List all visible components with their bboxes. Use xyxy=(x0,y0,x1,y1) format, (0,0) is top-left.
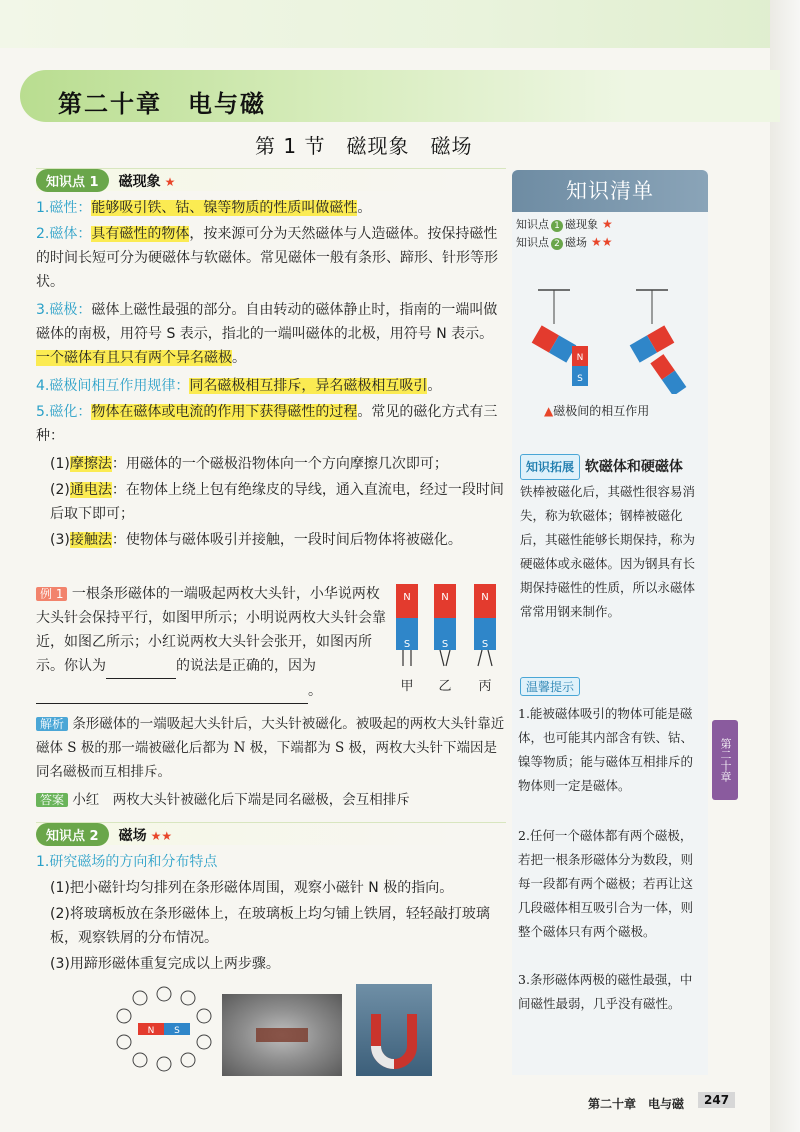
compass xyxy=(117,1035,131,1049)
highlight: 接触法 xyxy=(69,532,112,548)
compass-figure xyxy=(112,984,216,1074)
page-number: 247 xyxy=(698,1092,735,1108)
sidebar-item-star: ★★ xyxy=(591,235,613,249)
stand-left-s-label: S xyxy=(577,374,583,384)
kp1-star: ★ xyxy=(164,175,176,189)
highlight: 通电法 xyxy=(69,482,112,498)
magnet-a-n-label: N xyxy=(403,592,411,603)
magnet-c-s-label: S xyxy=(481,639,489,650)
fig-label-bing: 丙 xyxy=(478,679,492,694)
answer-blank-1 xyxy=(106,654,176,679)
pin xyxy=(488,650,492,666)
fig-label-yi: 乙 xyxy=(438,679,452,694)
example-tag: 例 1 xyxy=(36,587,67,601)
analysis-text: 条形磁体的一端吸起大头针后，大头针被磁化。被吸起的两枚大头针靠近磁体 S 极的那一端被磁化后都为 N 极，下端都为 S 极，两枚大头针下端因是同名磁极而互相排斥。 xyxy=(36,716,505,780)
method-2 xyxy=(50,478,506,526)
answer-blank-2 xyxy=(36,679,308,704)
example-text: 一根条形磁体的一端吸起两枚大头针，小华说两枚大头针会保持平行，如图甲所示；小明说两枚大头针会靠近，如图乙所示；小红说两枚大头针会张开，如图丙所示。你认为 xyxy=(36,586,386,674)
magnet-interaction-figure xyxy=(520,284,700,394)
method-text: ：使物体与磁体吸引并接触，一段时间后物体将被磁化。 xyxy=(111,532,462,548)
compass xyxy=(133,991,147,1005)
answer-text: 小红 两枚大头针被磁化后下端是同名磁极，会互相排斥 xyxy=(72,792,410,808)
page-edge xyxy=(770,0,800,1132)
caption-triangle-icon: ▲ xyxy=(544,404,554,418)
stand-left-n-label: N xyxy=(576,353,584,363)
hanging-magnet-left xyxy=(532,325,577,362)
point-text: 磁体上磁性最强的部分。自由转动的磁体静止时，指南的一端叫做磁体的南极，用符号 S 表示，指北的一端叫磁体的北极，用符号 N 表示。 xyxy=(36,302,498,342)
magnet-b-n-label: N xyxy=(441,592,449,603)
point-text: 。 xyxy=(427,378,442,394)
sidebar-item-num: 2 xyxy=(551,238,563,250)
point-2 xyxy=(36,222,506,294)
analysis xyxy=(36,712,506,784)
point-1 xyxy=(36,196,506,220)
method-3 xyxy=(50,528,506,552)
kp1-tag: 知识点 1 xyxy=(36,169,109,192)
pins-figure xyxy=(392,584,510,696)
kp2-name: 磁场 xyxy=(118,828,147,844)
field-step-2: (2)将玻璃板放在条形磁体上，在玻璃板上均匀铺上铁屑，轻轻敲打玻璃板，观察铁屑的分布情况。 xyxy=(50,906,490,946)
compass xyxy=(197,1035,211,1049)
point-num: 3.磁极： xyxy=(36,302,92,318)
highlight: 物体在磁体或电流的作用下获得磁性的过程 xyxy=(91,404,358,420)
tips-header xyxy=(520,676,580,696)
pin xyxy=(478,650,482,666)
kp1-name: 磁现象 xyxy=(118,174,161,190)
method-text: ：在物体上绕上包有绝缘皮的导线，通入直流电，经过一段时间后取下即可； xyxy=(50,482,504,522)
magnet-b-s-label: S xyxy=(441,639,449,650)
sidebar-item-star: ★ xyxy=(602,217,613,231)
analysis-tag: 解析 xyxy=(36,717,68,731)
tips-label: 温馨提示 xyxy=(520,677,580,696)
point-num: 1.磁性： xyxy=(36,200,92,216)
sidebar-item-name: 磁场 xyxy=(565,236,587,249)
compass xyxy=(157,987,171,1001)
point-num: 5.磁化： xyxy=(36,404,92,420)
fig-label-jia: 甲 xyxy=(400,679,414,694)
compass xyxy=(133,1053,147,1067)
field-step-3: (3)用蹄形磁体重复完成以上两步骤。 xyxy=(50,956,280,972)
top-band xyxy=(0,0,800,48)
point-num: 2.磁体： xyxy=(36,226,92,242)
compass xyxy=(117,1009,131,1023)
compass xyxy=(157,1057,171,1071)
bar-magnet-s-label: S xyxy=(174,1026,180,1036)
sidebar-item-num: 1 xyxy=(551,220,563,232)
point-text: 。常见的磁化方式有三种： xyxy=(36,404,498,444)
bar-magnet-n-label: N xyxy=(147,1026,155,1036)
field-heading-text: 1.研究磁场的方向和分布特点 xyxy=(36,854,218,870)
kp1-bar xyxy=(36,168,506,191)
point-text: 。 xyxy=(232,350,246,366)
point-text: 。 xyxy=(357,200,372,216)
u-magnet-base xyxy=(376,1046,394,1064)
iron-filings-u-photo xyxy=(356,984,432,1076)
point-text: ，按来源可分为天然磁体与人造磁体。按保持磁性的时间长短可分为硬磁体与软磁体。常见磁体一般有条形、蹄形、针形等形状。 xyxy=(36,226,498,290)
sidebar-item-pre: 知识点 xyxy=(516,218,549,231)
sidebar-item-name: 磁现象 xyxy=(565,218,598,231)
stand-magnet-right xyxy=(650,354,686,394)
compass xyxy=(197,1009,211,1023)
footer-chapter: 第二十章 电与磁 xyxy=(588,1097,685,1111)
knowledge-extension xyxy=(520,454,704,624)
caption-text: 磁极间的相互作用 xyxy=(553,404,650,418)
method-label: (1) xyxy=(50,456,70,472)
method-1 xyxy=(50,452,506,476)
kp2-tag: 知识点 2 xyxy=(36,823,109,846)
photo-magnet xyxy=(256,1028,308,1042)
pin xyxy=(446,650,450,666)
example-text-mid: 的说法是正确的，因为 xyxy=(176,658,316,674)
magnet-b xyxy=(434,584,456,666)
field-step-1: (1)把小磁针均匀排列在条形磁体周围，观察小磁针 N 极的指向。 xyxy=(50,880,454,896)
iron-filings-bar-photo xyxy=(222,994,342,1076)
method-text: ：用磁体的一个磁极沿物体向一个方向摩擦几次即可； xyxy=(111,456,448,472)
point-4 xyxy=(36,374,506,398)
method-label: (3) xyxy=(50,532,70,548)
chapter-tab: 第二十章 xyxy=(712,720,738,800)
sidebar-caption xyxy=(544,402,649,419)
extension-text: 铁棒被磁化后，其磁性很容易消失，称为软磁体；钢棒被磁化后，其磁性能够长期保持，称为硬磁体或永磁体。因为钢具有长期保持磁性的性质，所以永磁体常常用钢来制作。 xyxy=(520,484,696,619)
pin xyxy=(440,650,444,666)
tip-3: 3.条形磁体两极的磁性最强，中间磁性最弱，几乎没有磁性。 xyxy=(518,972,693,1011)
sidebar-item-1 xyxy=(516,216,613,232)
section-title: 第 1 节 磁现象 磁场 xyxy=(255,134,473,158)
magnet-a xyxy=(396,584,418,666)
example-1 xyxy=(36,582,388,704)
magnet-c-n-label: N xyxy=(481,592,489,603)
sidebar-header: 知识清单 xyxy=(512,170,708,212)
sidebar-item-pre: 知识点 xyxy=(516,236,549,249)
highlight: 同名磁极相互排斥，异名磁极相互吸引 xyxy=(189,378,428,394)
highlight: 摩擦法 xyxy=(69,456,112,472)
highlight: 具有磁性的物体 xyxy=(91,226,190,242)
compass xyxy=(181,991,195,1005)
hanging-magnet-right xyxy=(630,325,675,362)
point-5 xyxy=(36,400,506,448)
magnet-c xyxy=(474,584,496,666)
kp2-star: ★★ xyxy=(150,829,173,843)
answer xyxy=(36,788,506,812)
tip-1: 1.能被磁体吸引的物体可能是磁体，也可能其内部含有铁、钴、镍等物质；能与磁体互相排斥的物体则一定是磁体。 xyxy=(518,706,694,793)
kp2-bar xyxy=(36,822,506,845)
point-num: 4.磁极间相互作用规律： xyxy=(36,378,190,394)
magnet-a-s-label: S xyxy=(403,639,411,650)
sidebar-item-2 xyxy=(516,234,613,250)
chapter-title: 第二十章 电与磁 xyxy=(58,90,266,118)
extension-label: 知识拓展 xyxy=(520,454,580,480)
highlight: 能够吸引铁、钴、镍等物质的性质叫做磁性 xyxy=(91,200,358,216)
method-label: (2) xyxy=(50,482,70,498)
extension-title: 软磁体和硬磁体 xyxy=(584,459,683,475)
field-heading xyxy=(36,850,506,874)
answer-tag: 答案 xyxy=(36,793,68,807)
tip-2: 2.任何一个磁体都有两个磁极，若把一根条形磁体分为数段，则每一段都有两个磁极；若再让这几段磁体相互吸引合为一体，则整个磁体只有两个磁极。 xyxy=(518,828,694,939)
example-text-end: 。 xyxy=(308,683,322,699)
point-3 xyxy=(36,298,506,370)
compass xyxy=(181,1053,195,1067)
u-magnet-shape xyxy=(356,984,432,1076)
highlight: 一个磁体有且只有两个异名磁极 xyxy=(36,350,232,366)
